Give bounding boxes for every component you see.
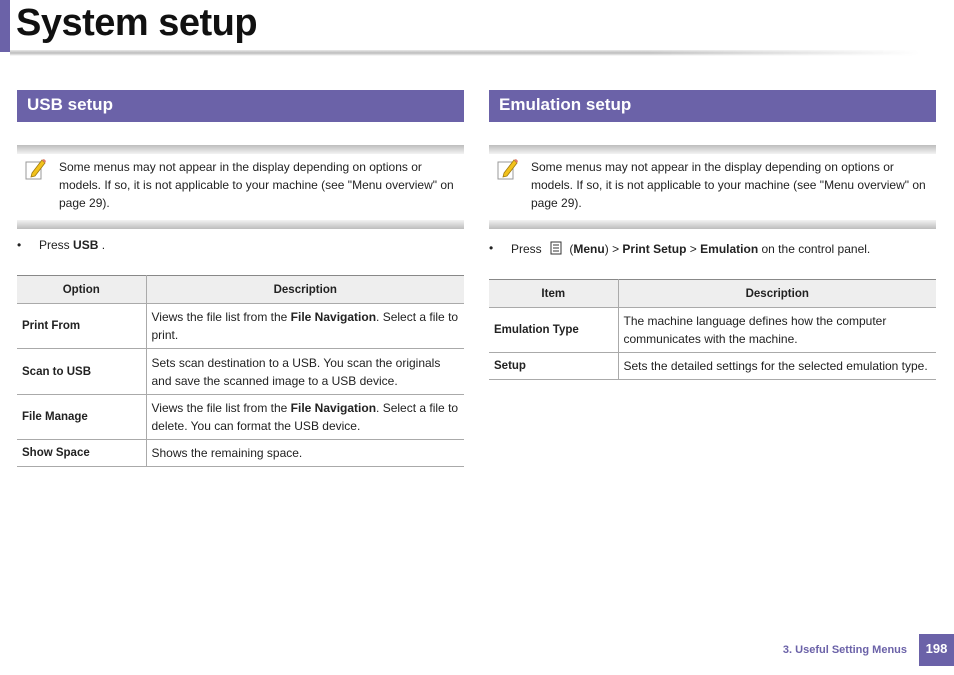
- description-cell: The machine language defines how the computer communicates with the machine.: [618, 308, 936, 353]
- note-bottom-border: [17, 220, 464, 229]
- description-cell: Sets scan destination to a USB. You scan the originals and save the scanned image to a USB device.: [146, 349, 464, 395]
- menu-icon: [549, 241, 563, 255]
- table-row: [17, 395, 464, 440]
- footer-chapter-label: 3. Useful Setting Menus: [782, 644, 907, 656]
- col-header-item: Item: [489, 280, 618, 308]
- title-accent-bar: [0, 0, 10, 52]
- page-number-badge: 198: [919, 634, 954, 666]
- table-row: [489, 353, 936, 380]
- desc-text: Views the file list from the: [151, 310, 291, 324]
- option-cell: Show Space: [17, 440, 146, 467]
- col-header-option: Option: [17, 276, 146, 304]
- table-row: [17, 304, 464, 349]
- note-text: Some menus may not appear in the display depending on options or models. If so, it is not applicable to your machine (see "Menu overview" on page 29).: [531, 160, 926, 210]
- desc-text: Views the file list from the: [151, 401, 291, 415]
- emulation-note: [489, 145, 936, 229]
- desc-text: . Select a file to delete. You can format the USB device.: [151, 401, 459, 433]
- menu-label: Menu: [573, 242, 605, 256]
- instruction-prefix: Press: [511, 242, 542, 256]
- description-cell: [146, 395, 464, 440]
- note-text: Some menus may not appear in the display depending on options or models. If so, it is not applicable to your machine (see "Menu overview" on page 29).: [59, 160, 454, 210]
- option-cell: Setup: [489, 353, 618, 380]
- note-pencil-icon: [497, 157, 519, 181]
- table-header-row: [17, 276, 464, 304]
- note-body: [489, 154, 936, 220]
- table-row: [17, 349, 464, 395]
- table-row: [489, 308, 936, 353]
- instruction-suffix: on the control panel.: [761, 242, 871, 256]
- col-header-description: Description: [618, 280, 936, 308]
- note-top-border: [17, 145, 464, 154]
- note-bottom-border: [489, 220, 936, 229]
- path-separator: >: [612, 242, 620, 256]
- section-header-usb: USB setup: [17, 90, 464, 122]
- note-body: [17, 154, 464, 220]
- table-header-row: [489, 280, 936, 308]
- description-cell: Sets the detailed settings for the selected emulation type.: [618, 353, 936, 380]
- option-cell: Scan to USB: [17, 349, 146, 395]
- instruction-suffix: .: [101, 238, 106, 252]
- emulation-options-table: [489, 279, 936, 380]
- path-separator: >: [689, 242, 697, 256]
- usb-setup-section: [17, 90, 464, 467]
- desc-bold: File Navigation: [290, 401, 377, 415]
- paren-close: ): [604, 242, 609, 256]
- usb-key-label: USB: [73, 238, 99, 252]
- description-cell: Shows the remaining space.: [146, 440, 464, 467]
- title-rule: [10, 50, 920, 56]
- paren-open: (: [569, 242, 574, 256]
- page-title: System setup: [16, 2, 258, 44]
- usb-options-table: [17, 275, 464, 467]
- option-cell: Emulation Type: [489, 308, 618, 353]
- description-cell: [146, 304, 464, 349]
- usb-note: [17, 145, 464, 229]
- note-pencil-icon: [25, 157, 47, 181]
- table-row: [17, 440, 464, 467]
- note-top-border: [489, 145, 936, 154]
- instruction-prefix: Press: [39, 238, 70, 252]
- option-cell: File Manage: [17, 395, 146, 440]
- desc-text: . Select a file to print.: [151, 310, 459, 342]
- emulation-setup-section: [489, 90, 936, 380]
- path-print-setup: Print Setup: [622, 242, 687, 256]
- option-cell: Print From: [17, 304, 146, 349]
- emulation-instruction: [489, 241, 936, 256]
- desc-bold: File Navigation: [290, 310, 377, 324]
- path-emulation: Emulation: [700, 242, 759, 256]
- col-header-description: Description: [146, 276, 464, 304]
- section-header-emulation: Emulation setup: [489, 90, 936, 122]
- usb-instruction: [17, 238, 464, 252]
